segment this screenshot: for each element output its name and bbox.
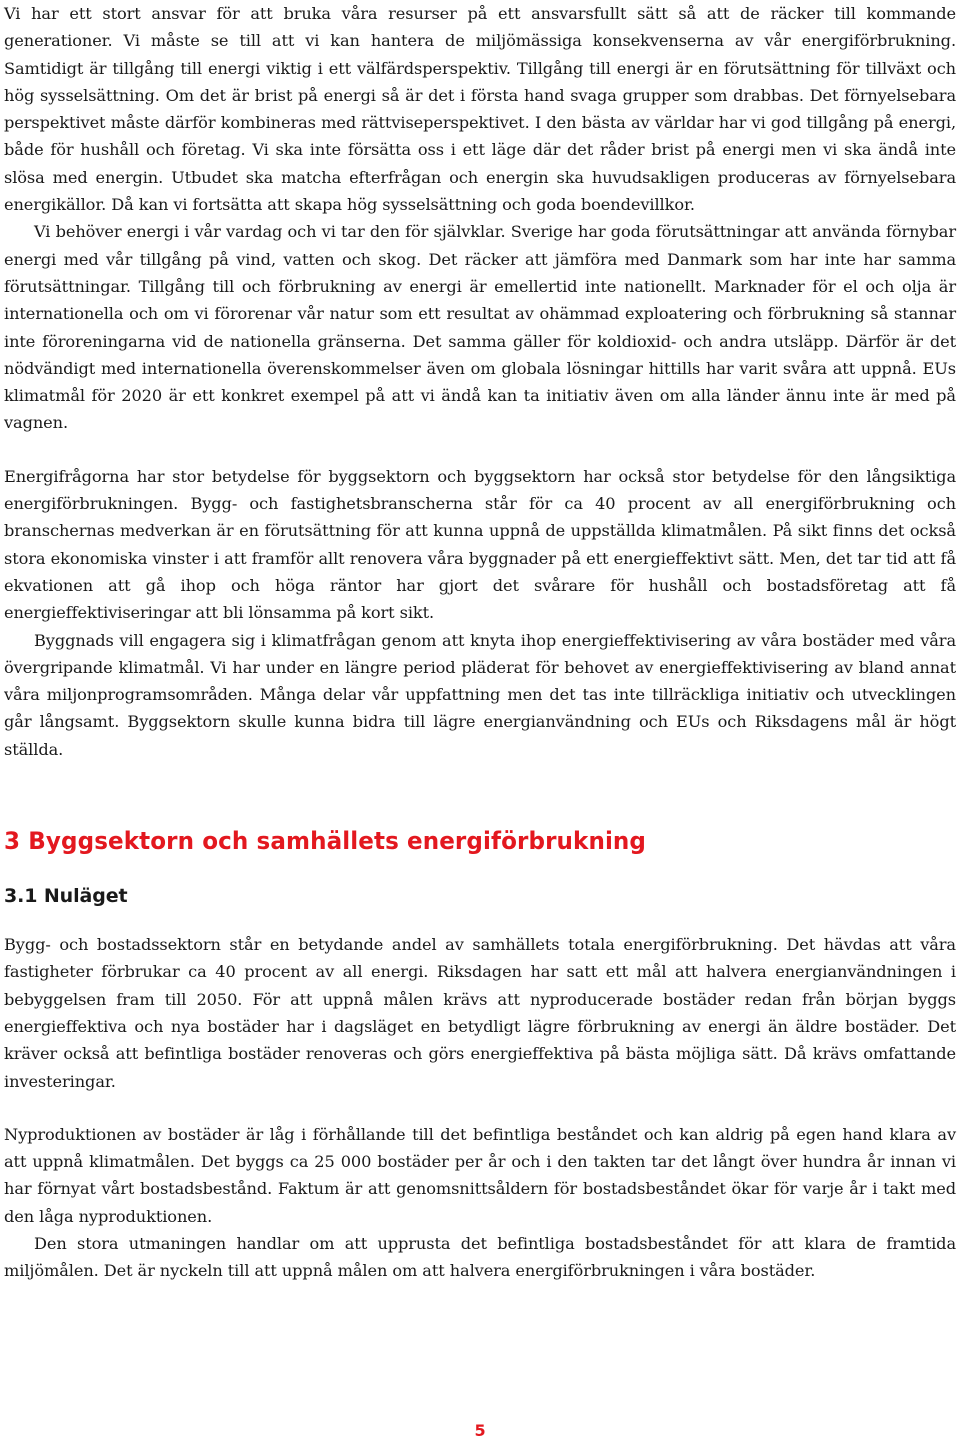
paragraph-main-challenge: Den stora utmaningen handlar om att upprusta det befintliga bostadsbeståndet för att klara de framtida miljömålen. Det är nyckeln till att uppnå målen om att halvera energiförbrukningen i våra bostäder. [4,1233,956,1281]
paragraph-current-situation: Bygg- och bostadssektorn står en betydande andel av samhällets totala energiförbrukning. Det hävdas att våra fastigheter förbrukar ca 40 procent av all energi. Riksdagen har satt ett mål att halvera energianvändningen i bebyggelsen fram till 2050. För att uppnå målen krävs att nyproducerade bostäder redan från början byggs energieffektiva och nya bostäder har i dagsläget en betydligt lägre förbrukning av energi än äldre bostäder. Det kräver också att befintliga bostäder renoveras och görs energieffektiva på bästa möjliga sätt. Då krävs omfattande investeringar. [4,935,956,1091]
paragraph-energy-responsibility: Vi har ett stort ansvar för att bruka våra resurser på ett ansvarsfullt sätt så att de räcker till kommande generationer. Vi måste se till att vi kan hantera de miljömässiga konsekvenserna av vår energiförbrukning. Samtidigt är tillgång till energi viktig i ett välfärdsperspektiv. Tillgång till energi är en förutsättning för tillväxt och hög sysselsättning. Om det är brist på energi så är det i första hand svaga grupper som drabbas. Det förnyelsebara perspektivet måste därför kombineras med rättviseperspektivet. I den bästa av världar har vi god tillgång på energi, både för hushåll och företag. Vi ska inte försätta oss i ett läge där det råder brist på energi men vi ska ändå inte slösa med energin. Utbudet ska matcha efterfrågan och energin ska huvudsakligen produceras av förnyelsebara energikällor. Då kan vi fortsätta att skapa hög sysselsättning och goda boendevillkor. [4,4,956,215]
paragraph-energy-building-sector: Energifrågorna har stor betydelse för byggsektorn och byggsektorn har också stor betydelse för den långsiktiga energiförbrukningen. Bygg- och fastighetsbranscherna står för ca 40 procent av all energiförbrukning och branschernas medverkan är en förutsättning för att kunna uppnå de uppställda klimatmålen. På sikt finns det också stora ekonomiska vinster i att framför allt renovera våra byggnader på ett energieffektivt sätt. Men, det tar tid att få ekvationen att gå ihop och höga räntor har gjort det svårare för hushåll och bostadsföretag att få energieffektiviseringar att bli lönsamma på kort sikt. [4,466,956,623]
subsection-heading: 3.1 Nuläget [4,885,128,908]
page-number: 5 [474,1421,486,1440]
paragraph-new-production: Nyproduktionen av bostäder är låg i förhållande till det befintliga beståndet och kan aldrig på egen hand klara av att uppnå klimatmålen. Det byggs ca 25 000 bostäder per år och i den takten tar det långt över hundra år innan vi har förnyat vårt bostadsbestånd. Faktum är att genomsnittsåldern för bostadsbeståndet ökar för varje år i takt med den låga nyproduktionen. [4,1124,956,1226]
section-heading: 3 Byggsektorn och samhällets energiförbrukning [4,827,647,856]
paragraph-byggnads-climate: Byggnads vill engagera sig i klimatfrågan genom att knyta ihop energieffektivisering av våra bostäder med våra övergripande klimatmål. Vi har under en längre period pläderat för behovet av energieffektivisering av bland annat våra miljonprogramsområden. Många delar vår uppfattning men det tas inte tillräckliga initiativ och utvecklingen går långsamt. Byggsektorn skulle kunna bidra till lägre energianvändning och EUs och Riksdagens mål är högt ställda. [4,630,956,759]
document-page [4,0,956,1446]
paragraph-energy-everyday: Vi behöver energi i vår vardag och vi tar den för självklar. Sverige har goda förutsättningar att använda förnybar energi med vår tillgång på vind, vatten och skog. Det räcker att jämföra med Danmark som har inte har samma förutsättningar. Tillgång till och förbrukning av energi är emellertid inte nationellt. Marknader för el och olja är internationella och om vi förorenar vår natur som ett resultat av ohämmad exploatering och förbrukning så stannar inte föroreningarna vid de nationella gränserna. Det samma gäller för koldioxid- och andra utsläpp. Därför är det nödvändigt med internationella överenskommelser även om globala lösningar hittills har varit svåra att uppnå. EUs klimatmål för 2020 är ett konkret exempel på att vi ändå kan ta initiativ även om alla länder ännu inte är med på vagnen. [4,222,956,433]
